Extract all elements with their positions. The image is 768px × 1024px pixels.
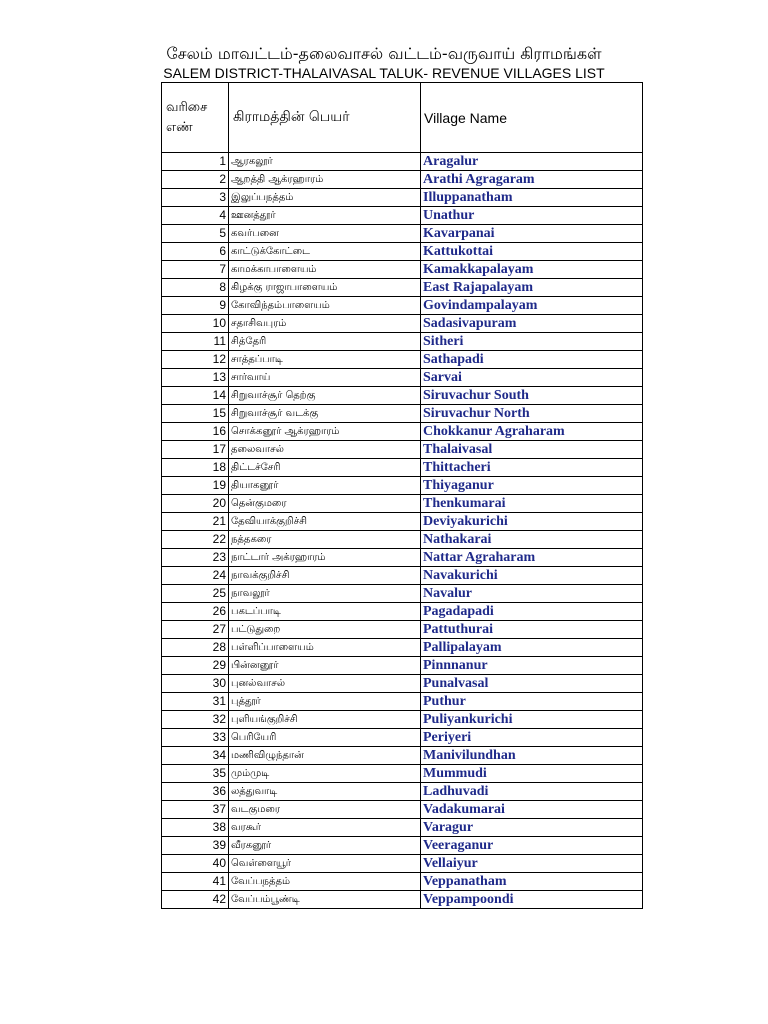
serial-number-cell: 27 — [162, 621, 229, 639]
serial-number-cell: 14 — [162, 387, 229, 405]
english-village-name-cell: Punalvasal — [421, 675, 643, 693]
table-row — [162, 693, 643, 711]
table-row — [162, 711, 643, 729]
table-row — [162, 369, 643, 387]
english-village-name-cell: Illuppanatham — [421, 189, 643, 207]
table-row — [162, 153, 643, 171]
tamil-village-name-cell: மணிவிழுந்தான் — [229, 747, 421, 765]
tamil-village-name-cell: சிறுவாச்சூர் தெற்கு — [229, 387, 421, 405]
serial-number-cell: 18 — [162, 459, 229, 477]
tamil-village-name-cell: கிழக்கு ராஜாபாளையம் — [229, 279, 421, 297]
table-row — [162, 801, 643, 819]
serial-number-cell: 5 — [162, 225, 229, 243]
villages-table — [161, 82, 643, 909]
tamil-village-name-cell: ஆரகலூர் — [229, 153, 421, 171]
serial-number-cell: 40 — [162, 855, 229, 873]
serial-number-cell: 1 — [162, 153, 229, 171]
tamil-village-name-cell: புத்தூர் — [229, 693, 421, 711]
serial-number-cell: 38 — [162, 819, 229, 837]
table-row — [162, 621, 643, 639]
table-row — [162, 207, 643, 225]
english-village-name-cell: Kavarpanai — [421, 225, 643, 243]
serial-number-cell: 32 — [162, 711, 229, 729]
english-village-name-cell: Thalaivasal — [421, 441, 643, 459]
serial-number-cell: 39 — [162, 837, 229, 855]
table-row — [162, 819, 643, 837]
table-row — [162, 603, 643, 621]
tamil-village-name-cell: சித்தேரி — [229, 333, 421, 351]
tamil-village-name-cell: லத்துவாடி — [229, 783, 421, 801]
table-row — [162, 423, 643, 441]
serial-number-cell: 7 — [162, 261, 229, 279]
serial-number-cell: 37 — [162, 801, 229, 819]
table-row — [162, 891, 643, 909]
tamil-village-name-cell: காமக்காபாளையம் — [229, 261, 421, 279]
table-row — [162, 495, 643, 513]
table-row — [162, 729, 643, 747]
tamil-village-name-cell: பகடப்பாடி — [229, 603, 421, 621]
tamil-village-name-cell: நத்தகரை — [229, 531, 421, 549]
english-village-name-cell: Manivilundhan — [421, 747, 643, 765]
english-village-name-cell: Kamakkapalayam — [421, 261, 643, 279]
table-row — [162, 531, 643, 549]
english-village-name-cell: Aragalur — [421, 153, 643, 171]
english-village-name-cell: Pallipalayam — [421, 639, 643, 657]
serial-number-cell: 4 — [162, 207, 229, 225]
serial-number-cell: 2 — [162, 171, 229, 189]
english-village-name-cell: Kattukottai — [421, 243, 643, 261]
table-row — [162, 297, 643, 315]
serial-number-cell: 6 — [162, 243, 229, 261]
tamil-village-name-cell: சார்வாய் — [229, 369, 421, 387]
table-row — [162, 513, 643, 531]
tamil-village-name-cell: பெரியேரி — [229, 729, 421, 747]
english-village-name-cell: Arathi Agragaram — [421, 171, 643, 189]
table-row — [162, 171, 643, 189]
serial-number-cell: 29 — [162, 657, 229, 675]
english-village-name-cell: Chokkanur Agraharam — [421, 423, 643, 441]
table-row — [162, 549, 643, 567]
serial-number-cell: 3 — [162, 189, 229, 207]
serial-number-cell: 33 — [162, 729, 229, 747]
english-village-name-cell: East Rajapalayam — [421, 279, 643, 297]
table-row — [162, 189, 643, 207]
tamil-village-name-cell: தென்குமரை — [229, 495, 421, 513]
serial-number-cell: 10 — [162, 315, 229, 333]
serial-number-cell: 41 — [162, 873, 229, 891]
tamil-village-name-cell: வெள்ளையூர் — [229, 855, 421, 873]
english-village-name-cell: Thittacheri — [421, 459, 643, 477]
serial-number-cell: 22 — [162, 531, 229, 549]
tamil-village-name-cell: பின்னனூர் — [229, 657, 421, 675]
english-village-name-cell: Mummudi — [421, 765, 643, 783]
header-serial-line2: எண் — [166, 119, 193, 135]
document-title-tamil: சேலம் மாவட்டம்-தலைவாசல் வட்டம்-வருவாய் கிராமங்கள் — [166, 44, 602, 63]
table-row — [162, 639, 643, 657]
table-row — [162, 783, 643, 801]
english-village-name-cell: Siruvachur South — [421, 387, 643, 405]
english-village-name-cell: Deviyakurichi — [421, 513, 643, 531]
serial-number-cell: 34 — [162, 747, 229, 765]
tamil-village-name-cell: புனல்வாசல் — [229, 675, 421, 693]
english-village-name-cell: Sarvai — [421, 369, 643, 387]
serial-number-cell: 12 — [162, 351, 229, 369]
tamil-village-name-cell: தியாகனூர் — [229, 477, 421, 495]
english-village-name-cell: Vadakumarai — [421, 801, 643, 819]
serial-number-cell: 35 — [162, 765, 229, 783]
tamil-village-name-cell: சதாசிவபுரம் — [229, 315, 421, 333]
english-village-name-cell: Pagadapadi — [421, 603, 643, 621]
english-village-name-cell: Sadasivapuram — [421, 315, 643, 333]
english-village-name-cell: Thenkumarai — [421, 495, 643, 513]
tamil-village-name-cell: கவர்பனை — [229, 225, 421, 243]
table-row — [162, 333, 643, 351]
tamil-village-name-cell: திட்டச்சேரி — [229, 459, 421, 477]
table-row — [162, 315, 643, 333]
serial-number-cell: 19 — [162, 477, 229, 495]
table-row — [162, 477, 643, 495]
english-village-name-cell: Siruvachur North — [421, 405, 643, 423]
english-village-name-cell: Unathur — [421, 207, 643, 225]
tamil-village-name-cell: பள்ளிப்பாளையம் — [229, 639, 421, 657]
english-village-name-cell: Govindampalayam — [421, 297, 643, 315]
tamil-village-name-cell: காட்டுக்கோட்டை — [229, 243, 421, 261]
table-row — [162, 405, 643, 423]
table-row — [162, 243, 643, 261]
english-village-name-cell: Puthur — [421, 693, 643, 711]
english-village-name-cell: Veppanatham — [421, 873, 643, 891]
serial-number-cell: 9 — [162, 297, 229, 315]
header-tamil-name: கிராமத்தின் பெயர் — [229, 83, 421, 153]
english-village-name-cell: Veppampoondi — [421, 891, 643, 909]
table-row — [162, 261, 643, 279]
english-village-name-cell: Vellaiyur — [421, 855, 643, 873]
tamil-village-name-cell: வடகுமரை — [229, 801, 421, 819]
serial-number-cell: 17 — [162, 441, 229, 459]
table-row — [162, 837, 643, 855]
table-header-row — [162, 83, 643, 153]
serial-number-cell: 11 — [162, 333, 229, 351]
serial-number-cell: 31 — [162, 693, 229, 711]
serial-number-cell: 16 — [162, 423, 229, 441]
table-row — [162, 459, 643, 477]
serial-number-cell: 21 — [162, 513, 229, 531]
english-village-name-cell: Varagur — [421, 819, 643, 837]
table-row — [162, 387, 643, 405]
english-village-name-cell: Sitheri — [421, 333, 643, 351]
serial-number-cell: 26 — [162, 603, 229, 621]
table-row — [162, 585, 643, 603]
serial-number-cell: 8 — [162, 279, 229, 297]
table-body — [162, 153, 643, 909]
tamil-village-name-cell: சாத்தப்பாடி — [229, 351, 421, 369]
tamil-village-name-cell: இலுப்பநத்தம் — [229, 189, 421, 207]
tamil-village-name-cell: வரகூர் — [229, 819, 421, 837]
serial-number-cell: 15 — [162, 405, 229, 423]
english-village-name-cell: Pattuthurai — [421, 621, 643, 639]
tamil-village-name-cell: தேவியாக்குறிச்சி — [229, 513, 421, 531]
english-village-name-cell: Veeraganur — [421, 837, 643, 855]
tamil-village-name-cell: வேப்பம்பூண்டி — [229, 891, 421, 909]
table-row — [162, 225, 643, 243]
tamil-village-name-cell: ஆறத்தி ஆக்ரஹாரம் — [229, 171, 421, 189]
tamil-village-name-cell: வேப்பநத்தம் — [229, 873, 421, 891]
tamil-village-name-cell: வீரகனூர் — [229, 837, 421, 855]
header-serial-number — [162, 83, 229, 153]
english-village-name-cell: Ladhuvadi — [421, 783, 643, 801]
table-row — [162, 567, 643, 585]
serial-number-cell: 30 — [162, 675, 229, 693]
serial-number-cell: 13 — [162, 369, 229, 387]
table-row — [162, 855, 643, 873]
tamil-village-name-cell: ஊனத்தூர் — [229, 207, 421, 225]
serial-number-cell: 28 — [162, 639, 229, 657]
header-village-name: Village Name — [421, 83, 643, 153]
table-row — [162, 747, 643, 765]
table-row — [162, 657, 643, 675]
tamil-village-name-cell: சொக்கனூர் ஆக்ரஹாரம் — [229, 423, 421, 441]
serial-number-cell: 36 — [162, 783, 229, 801]
tamil-village-name-cell: மும்முடி — [229, 765, 421, 783]
english-village-name-cell: Nathakarai — [421, 531, 643, 549]
header-serial-line1: வரிசை — [166, 99, 208, 115]
document-title-english: SALEM DISTRICT-THALAIVASAL TALUK- REVENUE VILLAGES LIST — [163, 65, 605, 81]
table-row — [162, 873, 643, 891]
tamil-village-name-cell: பட்டுதுறை — [229, 621, 421, 639]
serial-number-cell: 42 — [162, 891, 229, 909]
english-village-name-cell: Sathapadi — [421, 351, 643, 369]
serial-number-cell: 25 — [162, 585, 229, 603]
table-row — [162, 765, 643, 783]
table-row — [162, 351, 643, 369]
table-row — [162, 441, 643, 459]
table-row — [162, 279, 643, 297]
tamil-village-name-cell: சிறுவாச்சூர் வடக்கு — [229, 405, 421, 423]
tamil-village-name-cell: நாவலூர் — [229, 585, 421, 603]
english-village-name-cell: Thiyaganur — [421, 477, 643, 495]
english-village-name-cell: Periyeri — [421, 729, 643, 747]
english-village-name-cell: Nattar Agraharam — [421, 549, 643, 567]
table-row — [162, 675, 643, 693]
tamil-village-name-cell: நாவக்குறிச்சி — [229, 567, 421, 585]
serial-number-cell: 20 — [162, 495, 229, 513]
tamil-village-name-cell: தலைவாசல் — [229, 441, 421, 459]
english-village-name-cell: Navalur — [421, 585, 643, 603]
english-village-name-cell: Navakurichi — [421, 567, 643, 585]
english-village-name-cell: Puliyankurichi — [421, 711, 643, 729]
serial-number-cell: 24 — [162, 567, 229, 585]
english-village-name-cell: Pinnnanur — [421, 657, 643, 675]
tamil-village-name-cell: நாட்டார் அக்ரஹாரம் — [229, 549, 421, 567]
tamil-village-name-cell: கோவிந்தம்பாளையம் — [229, 297, 421, 315]
serial-number-cell: 23 — [162, 549, 229, 567]
tamil-village-name-cell: புளியங்குறிச்சி — [229, 711, 421, 729]
